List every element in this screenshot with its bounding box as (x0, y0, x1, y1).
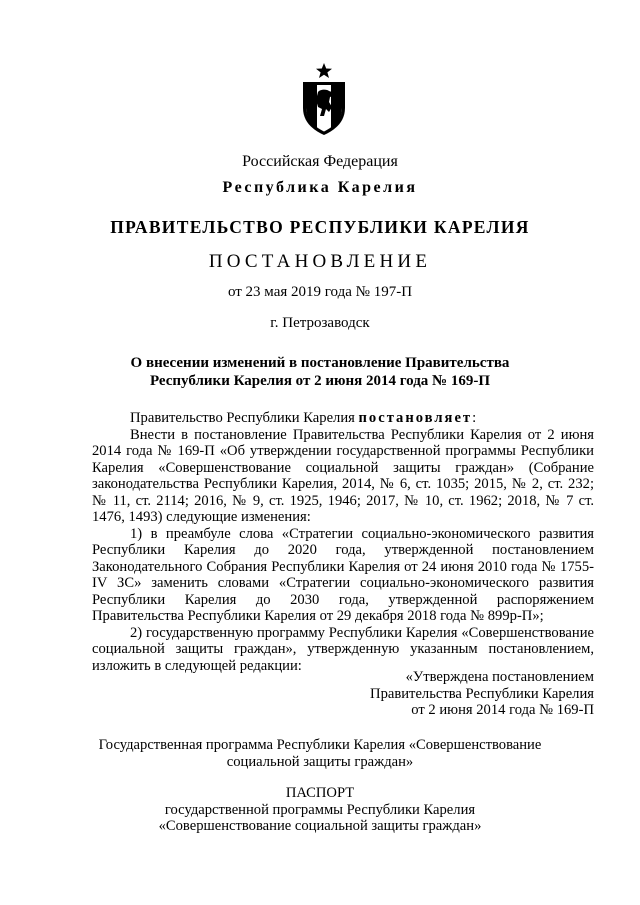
program-title-line: социальной защиты граждан» (226, 754, 414, 770)
preamble-lead: Правительство Республики Карелия (130, 410, 359, 426)
program-title (0, 737, 640, 771)
country-name: Российская Федерация (242, 153, 398, 170)
passport-heading (0, 785, 640, 835)
body-paragraph: 1) в преамбуле слова «Стратегии социально-экономического развития Республики Карелия до 2020 года, утвержденной постановлением Законодательного Собрания Республики Карелия от 24 июня 2010 года № 1755-IV ЗС» заменить словами «Стратегии социально-экономического развития Республики Карелия до 2030 года, утвержденной распоряжением Правительства Республики Карелия от 29 декабря 2018 года № 899р-П»; (92, 525, 594, 624)
body-paragraph: Внести в постановление Правительства Республики Карелия от 2 июня 2014 года № 169-П «Об утверждении государственной программы Республики Карелия «Совершенствование социальной защиты граждан» (Собрание законодательства Республики Карелия, 2014, № 6, ст. 1035; 2015, № 2, ст. 232; № 11, ст. 2114; 2016, № 9, ст. 1925, 1946; 2017, № 10, ст. 1962; 2018, № 7 ст. 1476, 1493) следующие изменения: (92, 426, 594, 525)
passport-line: государственной программы Республики Карелия (164, 801, 476, 818)
document-city: г. Петрозаводск (270, 315, 370, 331)
approval-line: от 2 июня 2014 года № 169-П (411, 702, 594, 718)
government-title: ПРАВИТЕЛЬСТВО РЕСПУБЛИКИ КАРЕЛИЯ (110, 217, 530, 237)
preamble-tail: : (472, 410, 477, 426)
karelia-coat-of-arms-icon (299, 62, 349, 136)
body-paragraph (92, 410, 594, 427)
republic-name: Республика Карелия (222, 179, 418, 196)
approval-stamp (370, 669, 594, 719)
passport-line: «Совершенствование социальной защиты граждан» (158, 818, 482, 834)
document-date-number: от 23 мая 2019 года № 197-П (227, 284, 413, 300)
approval-line: «Утверждена постановлением (405, 669, 594, 685)
preamble-verb: постановляет (358, 410, 473, 426)
approval-line: Правительства Республики Карелия (370, 685, 594, 702)
body-paragraph: 2) государственную программу Республики Карелия «Совершенствование социальной защиты граждан», утвержденную указанным постановлением, изложить в следующей редакции: (92, 624, 594, 674)
passport-title: ПАСПОРТ (285, 785, 355, 801)
document-type: ПОСТАНОВЛЕНИЕ (208, 251, 432, 272)
document-body (92, 410, 594, 674)
document-subject (0, 354, 640, 390)
program-title-line: Государственная программа Республики Карелия «Совершенствование (98, 737, 542, 753)
subject-line: Республики Карелия от 2 июня 2014 года № 169-П (149, 373, 491, 389)
subject-line: О внесении изменений в постановление Правительства (130, 355, 510, 371)
